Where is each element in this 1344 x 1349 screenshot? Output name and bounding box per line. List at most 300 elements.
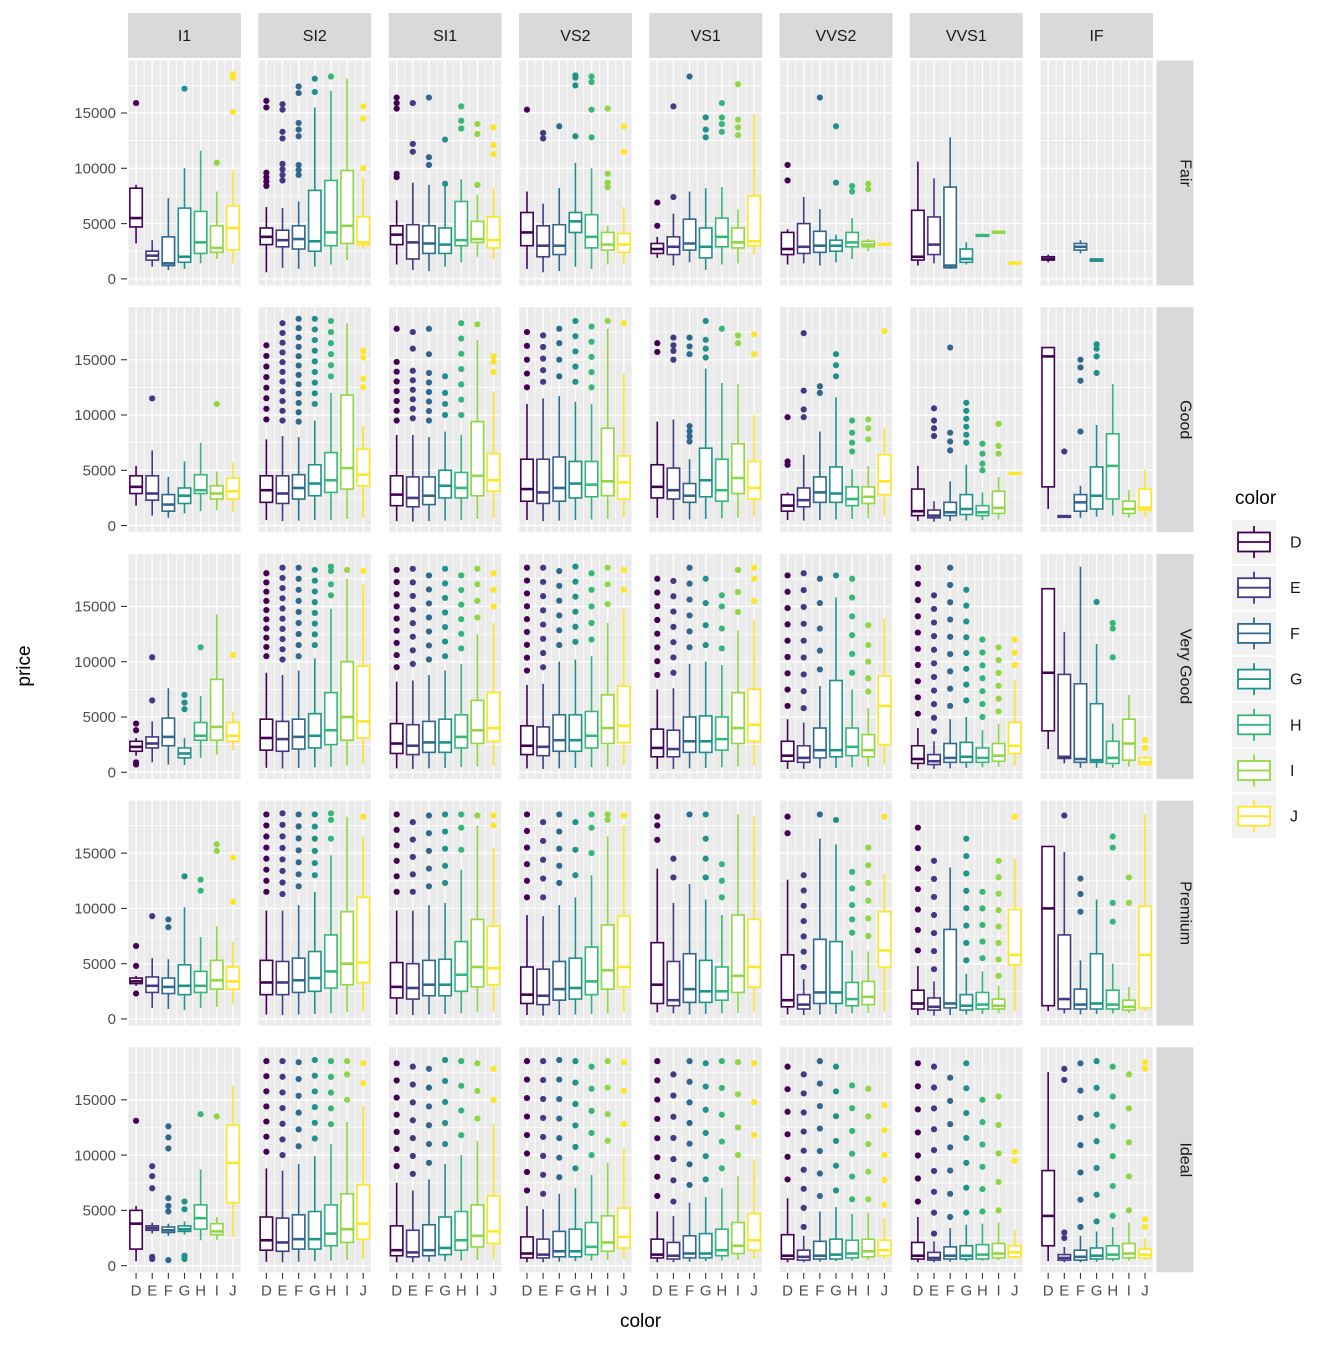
outlier-point <box>833 123 839 129</box>
outlier-point <box>995 443 1001 449</box>
outlier-point <box>181 873 187 879</box>
outlier-point <box>670 1198 676 1204</box>
outlier-point <box>540 1153 546 1159</box>
outlier-point <box>524 1077 530 1083</box>
outlier-point <box>833 180 839 186</box>
outlier-point <box>410 1064 416 1070</box>
outlier-point <box>751 576 757 582</box>
outlier-point <box>833 817 839 823</box>
outlier-point <box>865 416 871 422</box>
outlier-point <box>214 848 220 854</box>
outlier-point <box>410 566 416 572</box>
outlier-point <box>263 1073 269 1079</box>
x-tick-label: H <box>586 1282 597 1300</box>
outlier-point <box>686 1058 692 1064</box>
panel-ideal-VS2 <box>519 1047 632 1272</box>
outlier-point <box>426 614 432 620</box>
outlier-point <box>670 1177 676 1183</box>
outlier-point <box>572 348 578 354</box>
outlier-point <box>279 810 285 816</box>
outlier-point <box>588 354 594 360</box>
outlier-point <box>915 1060 921 1066</box>
outlier-point <box>442 181 448 187</box>
outlier-point <box>849 576 855 582</box>
outlier-point <box>931 619 937 625</box>
outlier-point <box>572 1122 578 1128</box>
outlier-point <box>801 1071 807 1077</box>
outlier-point <box>474 131 480 137</box>
outlier-point <box>296 835 302 841</box>
outlier-point <box>931 1064 937 1070</box>
outlier-point <box>279 166 285 172</box>
outlier-point <box>442 1120 448 1126</box>
outlier-point <box>670 593 676 599</box>
outlier-point <box>572 1101 578 1107</box>
outlier-point <box>296 127 302 133</box>
outlier-point <box>296 598 302 604</box>
outlier-point <box>931 1126 937 1132</box>
outlier-point <box>963 1110 969 1116</box>
outlier-point <box>1110 1183 1116 1189</box>
outlier-point <box>556 326 562 332</box>
outlier-point <box>947 1167 953 1173</box>
outlier-point <box>751 351 757 357</box>
outlier-point <box>784 621 790 627</box>
facet-row-strip-good <box>1157 307 1194 532</box>
outlier-point <box>931 1189 937 1195</box>
outlier-point <box>931 715 937 721</box>
outlier-point <box>524 370 530 376</box>
outlier-point <box>995 923 1001 929</box>
outlier-point <box>572 1165 578 1171</box>
outlier-point <box>474 1116 480 1122</box>
outlier-point <box>947 565 953 571</box>
outlier-point <box>670 1092 676 1098</box>
outlier-point <box>540 1058 546 1064</box>
outlier-point <box>995 657 1001 663</box>
outlier-point <box>670 608 676 614</box>
outlier-point <box>719 894 725 900</box>
outlier-point <box>963 682 969 688</box>
outlier-point <box>995 421 1001 427</box>
outlier-point <box>735 589 741 595</box>
outlier-point <box>833 1088 839 1094</box>
outlier-point <box>458 631 464 637</box>
outlier-point <box>963 905 969 911</box>
outlier-point <box>344 1097 350 1103</box>
outlier-point <box>915 906 921 912</box>
x-tick-label: H <box>1107 1282 1119 1300</box>
outlier-point <box>751 1132 757 1138</box>
outlier-point <box>442 412 448 418</box>
outlier-point <box>312 860 318 866</box>
outlier-point <box>426 94 432 100</box>
outlier-point <box>181 1206 187 1212</box>
outlier-point <box>995 907 1001 913</box>
outlier-point <box>1110 654 1116 660</box>
outlier-point <box>751 598 757 604</box>
outlier-point <box>133 721 139 727</box>
outlier-point <box>263 607 269 613</box>
x-tick-label: H <box>195 1282 207 1300</box>
outlier-point <box>279 330 285 336</box>
legend-label: I <box>1290 763 1295 780</box>
outlier-point <box>165 916 171 922</box>
facet-col-strip-SI2 <box>258 13 371 58</box>
outlier-point <box>931 876 937 882</box>
outlier-point <box>279 1074 285 1080</box>
facet-col-label: IF <box>1089 28 1104 45</box>
outlier-point <box>719 326 725 332</box>
outlier-point <box>686 351 692 357</box>
outlier-point <box>784 670 790 676</box>
outlier-point <box>947 1075 953 1081</box>
outlier-point <box>947 1191 953 1197</box>
x-tick-label: G <box>439 1282 451 1300</box>
outlier-point <box>410 854 416 860</box>
outlier-point <box>670 342 676 348</box>
outlier-point <box>540 875 546 881</box>
panel-good-IF <box>1040 307 1153 532</box>
outlier-point <box>263 1058 269 1064</box>
outlier-point <box>931 1147 937 1153</box>
outlier-point <box>524 655 530 661</box>
outlier-point <box>849 448 855 454</box>
outlier-point <box>719 129 725 135</box>
outlier-point <box>572 1144 578 1150</box>
outlier-point <box>735 1059 741 1065</box>
outlier-point <box>524 577 530 583</box>
outlier-point <box>279 833 285 839</box>
panel-good-SI2 <box>258 307 371 532</box>
outlier-point <box>263 342 269 348</box>
outlier-point <box>410 1153 416 1159</box>
outlier-point <box>865 1113 871 1119</box>
outlier-point <box>1061 1229 1067 1235</box>
panel-premium-SI1 <box>389 801 502 1026</box>
outlier-point <box>735 1091 741 1097</box>
panel-good-VVS2 <box>780 307 893 532</box>
outlier-point <box>312 610 318 616</box>
outlier-point <box>1077 378 1083 384</box>
outlier-point <box>426 1160 432 1166</box>
outlier-point <box>735 567 741 573</box>
outlier-point <box>524 565 530 571</box>
outlier-point <box>801 1129 807 1135</box>
outlier-point <box>621 123 627 129</box>
outlier-point <box>263 822 269 828</box>
outlier-point <box>149 697 155 703</box>
outlier-point <box>394 628 400 634</box>
outlier-point <box>230 899 236 905</box>
outlier-point <box>931 1105 937 1111</box>
outlier-point <box>588 323 594 329</box>
outlier-point <box>474 121 480 127</box>
outlier-point <box>394 1077 400 1083</box>
outlier-point <box>654 814 660 820</box>
outlier-point <box>279 101 285 107</box>
y-tick-label: 10000 <box>74 900 116 918</box>
outlier-point <box>279 1121 285 1127</box>
outlier-point <box>312 578 318 584</box>
outlier-point <box>279 359 285 365</box>
outlier-point <box>931 417 937 423</box>
outlier-point <box>1094 1165 1100 1171</box>
outlier-point <box>686 1141 692 1147</box>
outlier-point <box>426 628 432 634</box>
outlier-point <box>719 121 725 127</box>
outlier-point <box>296 576 302 582</box>
outlier-point <box>474 581 480 587</box>
outlier-point <box>784 414 790 420</box>
outlier-point <box>458 1083 464 1089</box>
outlier-point <box>328 329 334 335</box>
panel-fair-SI1 <box>389 61 502 286</box>
outlier-point <box>654 576 660 582</box>
facet-col-label: SI1 <box>433 28 458 45</box>
panel-premium-I1 <box>128 801 241 1026</box>
outlier-point <box>230 652 236 658</box>
outlier-point <box>915 597 921 603</box>
outlier-point <box>670 1071 676 1077</box>
outlier-point <box>524 1058 530 1064</box>
outlier-point <box>605 581 611 587</box>
outlier-point <box>394 398 400 404</box>
outlier-point <box>621 1121 627 1127</box>
outlier-point <box>931 728 937 734</box>
box-fair-IF-G <box>1090 258 1102 261</box>
outlier-point <box>181 86 187 92</box>
outlier-point <box>1126 874 1132 880</box>
outlier-point <box>703 1130 709 1136</box>
outlier-point <box>394 369 400 375</box>
facet-col-strip-I1 <box>128 13 241 58</box>
outlier-point <box>410 346 416 352</box>
outlier-point <box>572 624 578 630</box>
outlier-point <box>931 858 937 864</box>
outlier-point <box>360 115 366 121</box>
outlier-point <box>410 1099 416 1105</box>
outlier-point <box>279 891 285 897</box>
outlier-point <box>849 613 855 619</box>
outlier-point <box>394 94 400 100</box>
outlier-point <box>703 874 709 880</box>
outlier-point <box>442 846 448 852</box>
outlier-point <box>394 842 400 848</box>
outlier-point <box>394 1129 400 1135</box>
x-tick-label: I <box>605 1282 610 1300</box>
outlier-point <box>524 1113 530 1119</box>
panel-good-SI1 <box>389 307 502 532</box>
outlier-point <box>931 674 937 680</box>
outlier-point <box>865 642 871 648</box>
outlier-point <box>328 1105 334 1111</box>
outlier-point <box>931 948 937 954</box>
outlier-point <box>735 124 741 130</box>
outlier-point <box>279 656 285 662</box>
outlier-point <box>556 1135 562 1141</box>
legend-label: H <box>1290 717 1302 735</box>
panel-ideal-IF <box>1040 1047 1153 1272</box>
outlier-point <box>849 885 855 891</box>
outlier-point <box>703 856 709 862</box>
outlier-point <box>703 622 709 628</box>
outlier-point <box>426 812 432 818</box>
outlier-point <box>588 384 594 390</box>
outlier-point <box>556 340 562 346</box>
outlier-point <box>426 379 432 385</box>
outlier-point <box>963 1060 969 1066</box>
outlier-point <box>801 688 807 694</box>
outlier-point <box>263 889 269 895</box>
outlier-point <box>296 390 302 396</box>
outlier-point <box>442 863 448 869</box>
outlier-point <box>1012 662 1018 668</box>
outlier-point <box>784 687 790 693</box>
outlier-point <box>540 593 546 599</box>
outlier-point <box>426 586 432 592</box>
outlier-point <box>703 354 709 360</box>
outlier-point <box>312 380 318 386</box>
outlier-point <box>279 398 285 404</box>
outlier-point <box>670 1156 676 1162</box>
outlier-point <box>621 149 627 155</box>
outlier-point <box>263 416 269 422</box>
panel-fair-SI2 <box>258 61 371 286</box>
outlier-point <box>263 98 269 104</box>
outlier-point <box>263 170 269 176</box>
outlier-point <box>279 868 285 874</box>
outlier-point <box>181 1253 187 1259</box>
outlier-point <box>605 817 611 823</box>
outlier-point <box>915 947 921 953</box>
y-tick-label: 15000 <box>74 598 116 616</box>
outlier-point <box>703 642 709 648</box>
outlier-point <box>703 114 709 120</box>
outlier-point <box>1094 370 1100 376</box>
x-tick-label: F <box>684 1282 695 1300</box>
outlier-point <box>801 414 807 420</box>
outlier-point <box>296 620 302 626</box>
outlier-point <box>410 100 416 106</box>
outlier-point <box>1110 1064 1116 1070</box>
outlier-point <box>801 330 807 336</box>
outlier-point <box>588 850 594 856</box>
outlier-point <box>556 880 562 886</box>
outlier-point <box>979 922 985 928</box>
outlier-point <box>915 1106 921 1112</box>
outlier-point <box>1110 833 1116 839</box>
outlier-point <box>915 694 921 700</box>
x-tick-label: D <box>1042 1282 1054 1300</box>
facet-col-label: VVS2 <box>815 28 857 45</box>
outlier-point <box>1126 1139 1132 1145</box>
outlier-point <box>947 599 953 605</box>
y-tick-label: 5000 <box>82 955 116 973</box>
x-axis-title: color <box>619 1311 662 1332</box>
x-tick-label: F <box>945 1282 955 1300</box>
outlier-point <box>995 874 1001 880</box>
panel-very-good-IF <box>1040 554 1153 779</box>
outlier-point <box>296 419 302 425</box>
panel-good-VS2 <box>519 307 632 532</box>
outlier-point <box>556 373 562 379</box>
outlier-point <box>963 853 969 859</box>
box-fair-VVS1-I <box>992 231 1004 234</box>
outlier-point <box>801 1205 807 1211</box>
outlier-point <box>540 1077 546 1083</box>
outlier-point <box>312 599 318 605</box>
outlier-point <box>865 1169 871 1175</box>
outlier-point <box>524 894 530 900</box>
outlier-point <box>784 1086 790 1092</box>
outlier-point <box>963 888 969 894</box>
outlier-point <box>474 1060 480 1066</box>
outlier-point <box>394 579 400 585</box>
outlier-point <box>572 819 578 825</box>
facet-col-strip-VVS1 <box>910 13 1023 58</box>
outlier-point <box>426 1122 432 1128</box>
outlier-point <box>426 865 432 871</box>
panel-very-good-VVS2 <box>780 554 893 779</box>
outlier-point <box>654 1135 660 1141</box>
outlier-point <box>849 440 855 446</box>
outlier-point <box>394 417 400 423</box>
outlier-point <box>410 1081 416 1087</box>
panel-fair-IF <box>1040 61 1153 286</box>
outlier-point <box>801 964 807 970</box>
outlier-point <box>360 103 366 109</box>
outlier-point <box>279 626 285 632</box>
outlier-point <box>995 1207 1001 1213</box>
outlier-point <box>995 644 1001 650</box>
facet-col-label: VS2 <box>560 28 591 45</box>
outlier-point <box>686 343 692 349</box>
outlier-point <box>426 1141 432 1147</box>
facet-row-label: Very Good <box>1176 628 1194 705</box>
outlier-point <box>703 836 709 842</box>
outlier-point <box>540 1172 546 1178</box>
outlier-point <box>572 639 578 645</box>
outlier-point <box>263 363 269 369</box>
outlier-point <box>801 949 807 955</box>
outlier-point <box>654 837 660 843</box>
outlier-point <box>947 616 953 622</box>
outlier-point <box>360 814 366 820</box>
outlier-point <box>524 667 530 673</box>
outlier-point <box>735 332 741 338</box>
outlier-point <box>931 606 937 612</box>
outlier-point <box>442 136 448 142</box>
outlier-point <box>458 366 464 372</box>
outlier-point <box>1012 814 1018 820</box>
outlier-point <box>817 1081 823 1087</box>
outlier-point <box>979 688 985 694</box>
outlier-point <box>865 1086 871 1092</box>
outlier-point <box>312 316 318 322</box>
box-fair-VVS1-H <box>976 234 988 237</box>
outlier-point <box>181 692 187 698</box>
outlier-point <box>963 587 969 593</box>
outlier-point <box>654 1058 660 1064</box>
outlier-point <box>817 390 823 396</box>
outlier-point <box>1077 875 1083 881</box>
outlier-point <box>312 823 318 829</box>
outlier-point <box>1094 353 1100 359</box>
outlier-point <box>703 337 709 343</box>
x-tick-label: E <box>798 1282 809 1300</box>
x-tick-label: H <box>325 1282 337 1300</box>
